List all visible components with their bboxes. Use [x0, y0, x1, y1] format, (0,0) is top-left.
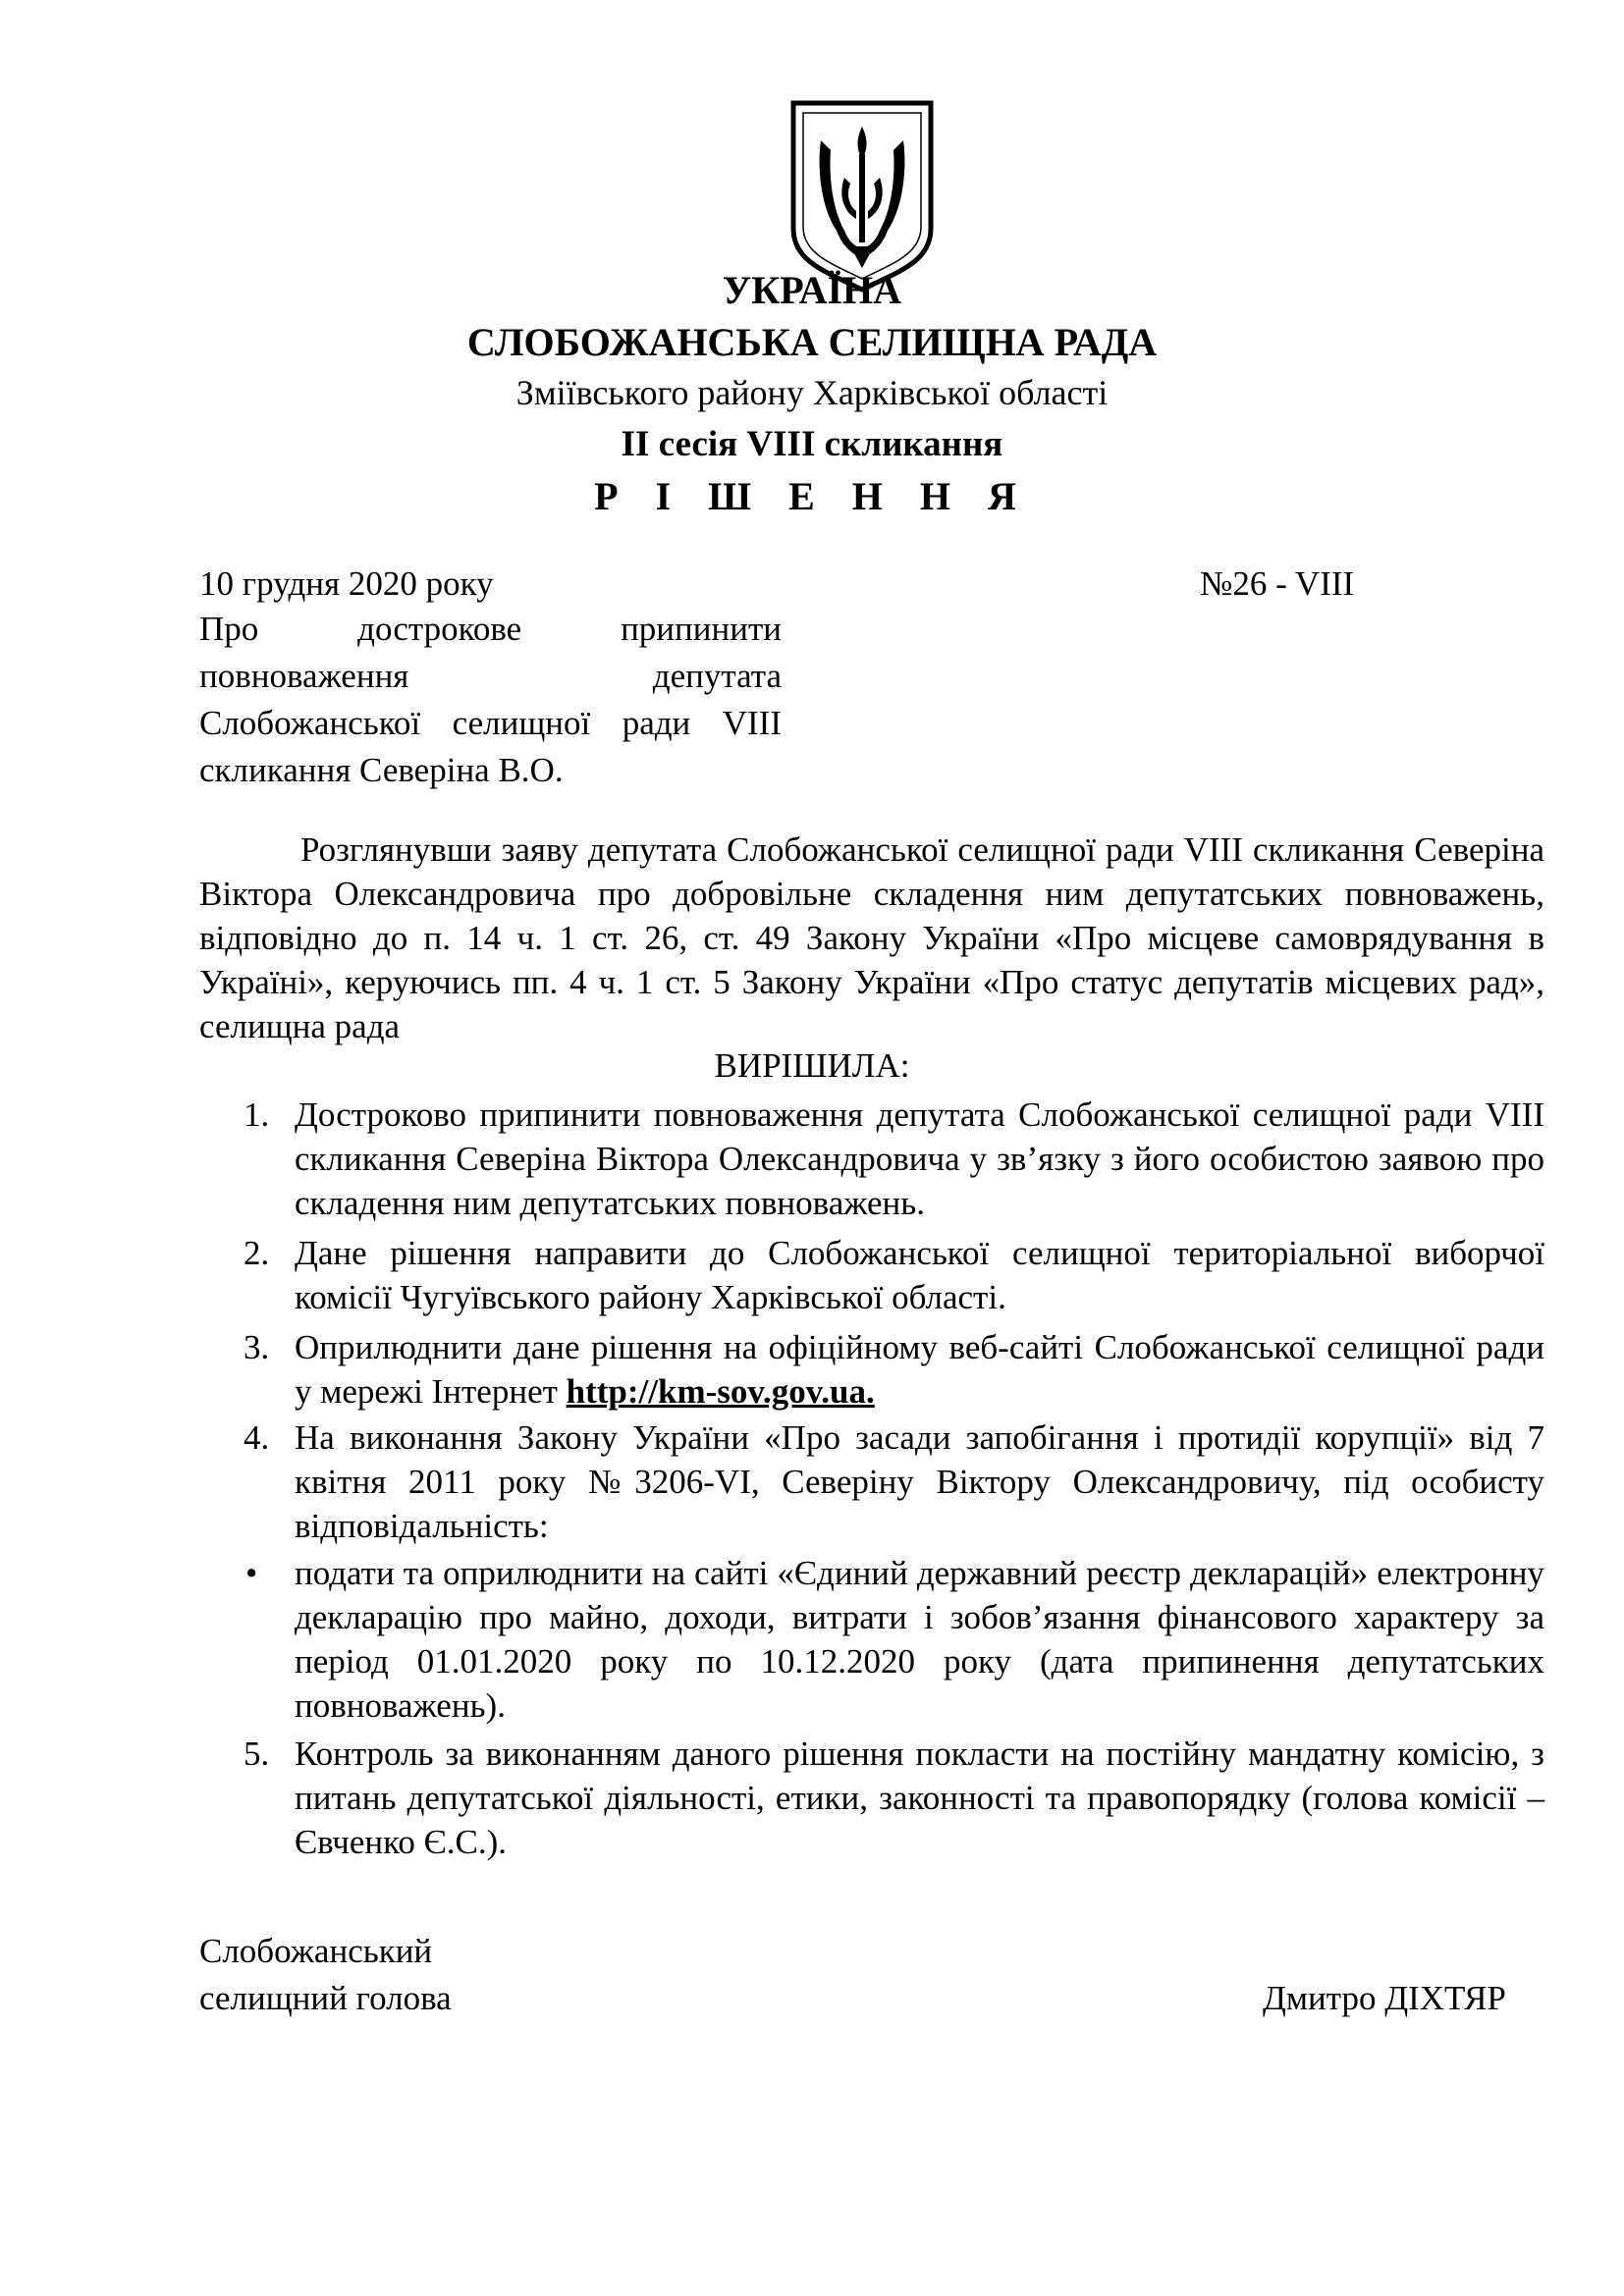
item-number: 2.	[244, 1234, 270, 1272]
subject-line: Слобожанської селищної ради VIII	[199, 704, 782, 742]
item-number: 1.	[244, 1095, 270, 1134]
signatory-name: Дмитро ДІХТЯР	[1263, 1979, 1506, 2017]
list-item	[244, 1732, 1544, 1864]
item-text: подати та оприлюднити на сайті «Єдиний державний реєстр декларацій» електронну декларацію про майно, доходи, витрати і зобов’язання фінансового характеру за період 01.01.2020 року по 10.12.2020 року (дата припинення депутатських повноважень).	[295, 1554, 1544, 1725]
item-text: Дане рішення направити до Слобожанської селищної територіальної виборчої комісії Чугуївського району Харківської області.	[295, 1234, 1544, 1316]
list-item	[244, 1325, 1544, 1414]
item-number: 3.	[244, 1328, 270, 1366]
item-text: Оприлюднити дане рішення на офіційному веб-сайті Слобожанської селищної ради у мережі Інтернет	[295, 1328, 1544, 1411]
decision-subject	[199, 606, 782, 794]
item-number: 4.	[244, 1418, 270, 1457]
decision-number: №26 - VIII	[1200, 564, 1355, 603]
council-heading: СЛОБОЖАНСЬКА СЕЛИЩНА РАДА	[466, 320, 1158, 364]
website-link[interactable]: http://km-sov.gov.ua.	[566, 1372, 875, 1411]
session-heading: ІІ сесія VIII скликання	[621, 424, 1003, 464]
bullet-item	[245, 1551, 1544, 1728]
item-text: Контроль за виконанням даного рішення покласти на постійну мандатну комісію, з питань депутатської діяльності, етики, законності та правопорядку (голова комісії – Євченко Є.С.).	[295, 1735, 1544, 1861]
bullet-icon: •	[245, 1554, 258, 1592]
list-item	[244, 1415, 1544, 1548]
decision-date: 10 грудня 2020 року	[199, 564, 494, 603]
item-text: Достроково припинити повноваження депутата Слобожанської селищної ради VIII скликання Северіна Віктора Олександровича у зв’язку з його особистою заявою про складення ним депутатських повноважень.	[295, 1095, 1544, 1222]
coat-of-arms-icon	[787, 99, 937, 294]
item-number: 5.	[244, 1735, 270, 1773]
region-subheading: Зміївського району Харківської області	[515, 373, 1109, 412]
preamble-paragraph: Розглянувши заяву депутата Слобожанської селищної ради VIII скликання Северіна Віктора Олександровича про добровільне складення ним депутатських повноважень, відповідно до п. 14 ч. 1 ст. 26, ст. 49 Закону України «Про місцеве самоврядування в Україні», керуючись пп. 4 ч. 1 ст. 5 Закону України «Про статус депутатів місцевих рад», селищна рада	[199, 830, 1544, 1045]
signatory-title-line2: селищний голова	[199, 1979, 452, 2017]
item-text: На виконання Закону України «Про засади запобігання і протидії корупції» від 7 квітня 2011 року №3206-VI, Северіну Віктору Олександровичу, під особисту відповідальність:	[295, 1418, 1544, 1545]
country-heading: УКРАЇНА	[722, 268, 902, 312]
subject-line: повноваження депутата	[199, 657, 782, 695]
subject-line: скликання Северіна В.О.	[199, 751, 564, 789]
list-item	[244, 1231, 1544, 1319]
subject-line: Про дострокове припинити	[199, 610, 782, 648]
decided-heading: ВИРІШИЛА:	[714, 1046, 910, 1085]
list-item	[244, 1093, 1544, 1225]
signatory-title-line1: Слобожанський	[199, 1932, 433, 1970]
document-type-heading: Р І Ш Е Н Н Я	[594, 474, 1030, 518]
